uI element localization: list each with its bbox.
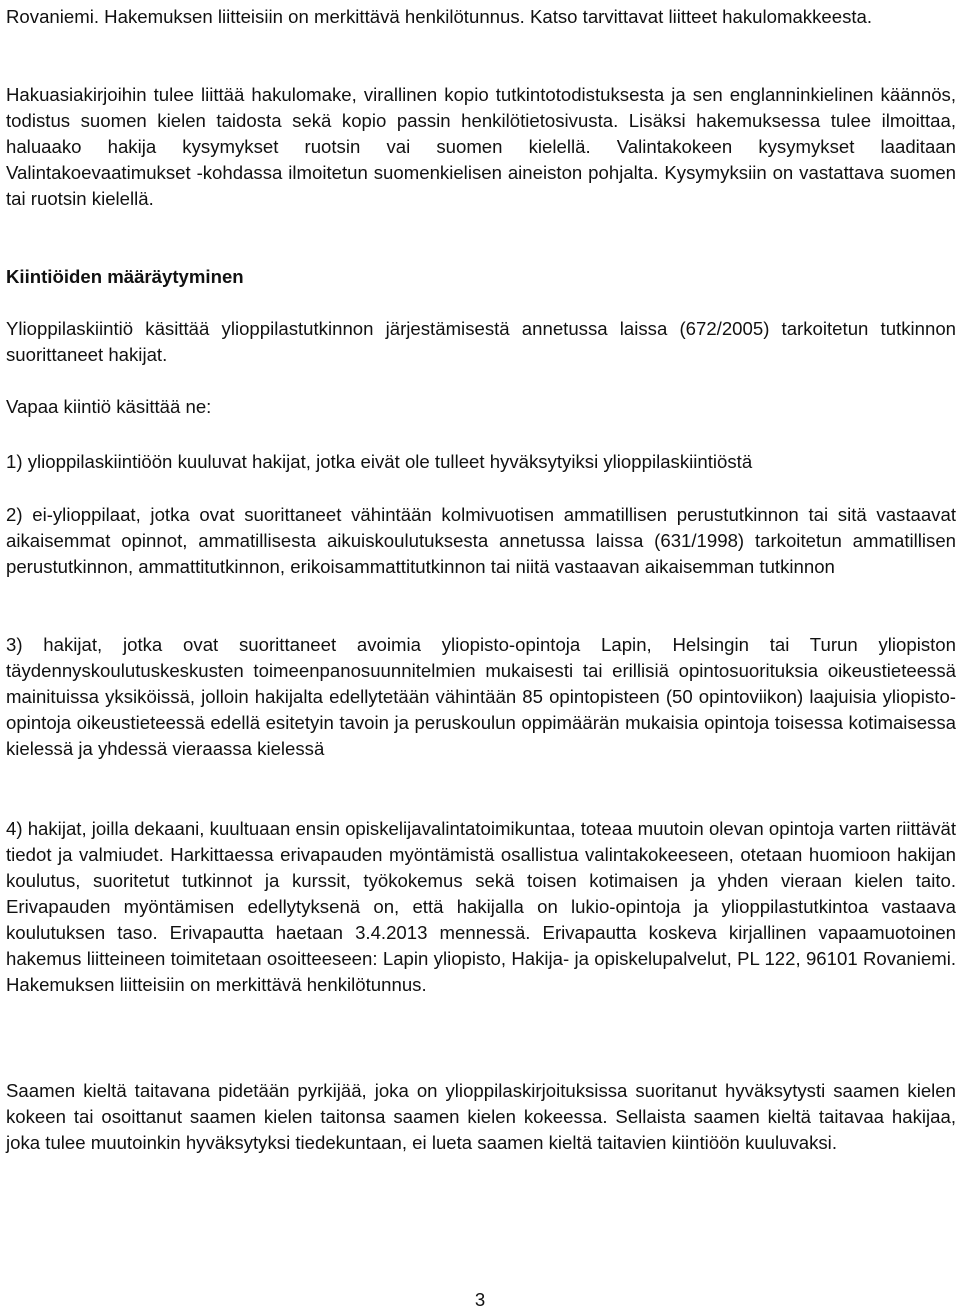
list-item-4: 4) hakijat, joilla dekaani, kuultuaan ensin opiskelijavalintatoimikuntaa, toteaa muutoin olevan opintoja varten riittävät tiedot ja valmiudet. Harkittaessa erivapauden myöntämistä osallistua valintakokeeseen, otetaan huomioon hakijan koulutus, suoritetut tutkinnot ja kurssit, työkokemus sekä toisen kotimaisen ja yhden vieraan kielen taito. Erivapauden myöntämisen edellytyksenä on, että hakijalla on lukio-opintoja ja ylioppilastutkintoa vastaava koulutuksen taso. Erivapautta haetaan 3.4.2013 mennessä. Erivapautta koskeva kirjallinen vapaamuotoinen hakemus liitteineen toimitetaan osoitteeseen: Lapin yliopisto, Hakija- ja opiskelupalvelut, PL 122, 96101 Rovaniemi. Hakemuksen liitteisiin on merkittävä henkilötunnus. xyxy=(6,818,956,995)
list-item-2: 2) ei-ylioppilaat, jotka ovat suorittaneet vähintään kolmivuotisen ammatillisen perustutkinnon tai sitä vastaavat aikaisemmat opinnot, ammatillisesta aikuiskoulutuksesta annetussa laissa (631/1998) tarkoitetun ammatillisen perustutkinnon, ammattitutkinnon, erikoisammattitutkinnon tai niitä vastaavan aikaisemman tutkinnon xyxy=(6,504,956,577)
paragraph-intro-continuation: Rovaniemi. Hakemuksen liitteisiin on merkittävä henkilötunnus. Katso tarvittavat liitteet hakulomakkeesta. xyxy=(6,6,873,27)
section-heading-quotas: Kiintiöiden määräytyminen xyxy=(6,266,244,287)
paragraph-free-quota-intro: Vapaa kiintiö käsittää ne: xyxy=(6,396,212,417)
paragraph-application-documents: Hakuasiakirjoihin tulee liittää hakulomake, virallinen kopio tutkintotodistuksesta ja sen englanninkielinen käännös, todistus suomen kielen taidosta sekä kopio passin henkilötietosivusta. Lisäksi hakemuksessa tulee ilmoittaa, haluaako hakija kysymykset ruotsin vai suomen kielellä. Valintakokeen kysymykset laaditaan Valintakoevaatimukset -kohdassa ilmoitetun suomenkielisen aineiston pohjalta. Kysymyksiin on vastattava suomen tai ruotsin kielellä. xyxy=(6,84,956,209)
page-number: 3 xyxy=(474,1289,486,1310)
list-item-1: 1) ylioppilaskiintiöön kuuluvat hakijat, jotka eivät ole tulleet hyväksytyiksi ylioppilaskiintiöstä xyxy=(6,451,753,472)
paragraph-sami-language: Saamen kieltä taitavana pidetään pyrkijää, joka on ylioppilaskirjoituksissa suoritanut hyväksytysti saamen kielen kokeen tai osoittanut saamen kielen taitonsa saamen kielen kokeessa. Sellaista saamen kieltä taitavaa hakijaa, joka tulee muutoinkin hyväksytyksi tiedekuntaan, ei lueta saamen kieltä taitavien kiintiöön kuuluvaksi. xyxy=(6,1080,956,1153)
list-item-3: 3) hakijat, jotka ovat suorittaneet avoimia yliopisto-opintoja Lapin, Helsingin tai Turun yliopiston täydennyskoulutuskeskusten toimeenpanosuunnitelmien mukaisesti tai erillisiä opintosuorituksia oikeustieteessä mainituissa yksiköissä, jolloin hakijalta edellytetään vähintään 85 opintopisteen (50 opintoviikon) laajuisia yliopisto-opintoja oikeustieteessä edellä esitetyin tavoin ja peruskoulun oppimäärän mukaisia opintoja toisessa kotimaisessa kielessä ja yhdessä vieraassa kielessä xyxy=(6,634,956,759)
paragraph-matriculation-quota: Ylioppilaskiintiö käsittää ylioppilastutkinnon järjestämisestä annetussa laissa (672/2005) tarkoitetun tutkinnon suorittaneet hakijat. xyxy=(6,318,956,365)
